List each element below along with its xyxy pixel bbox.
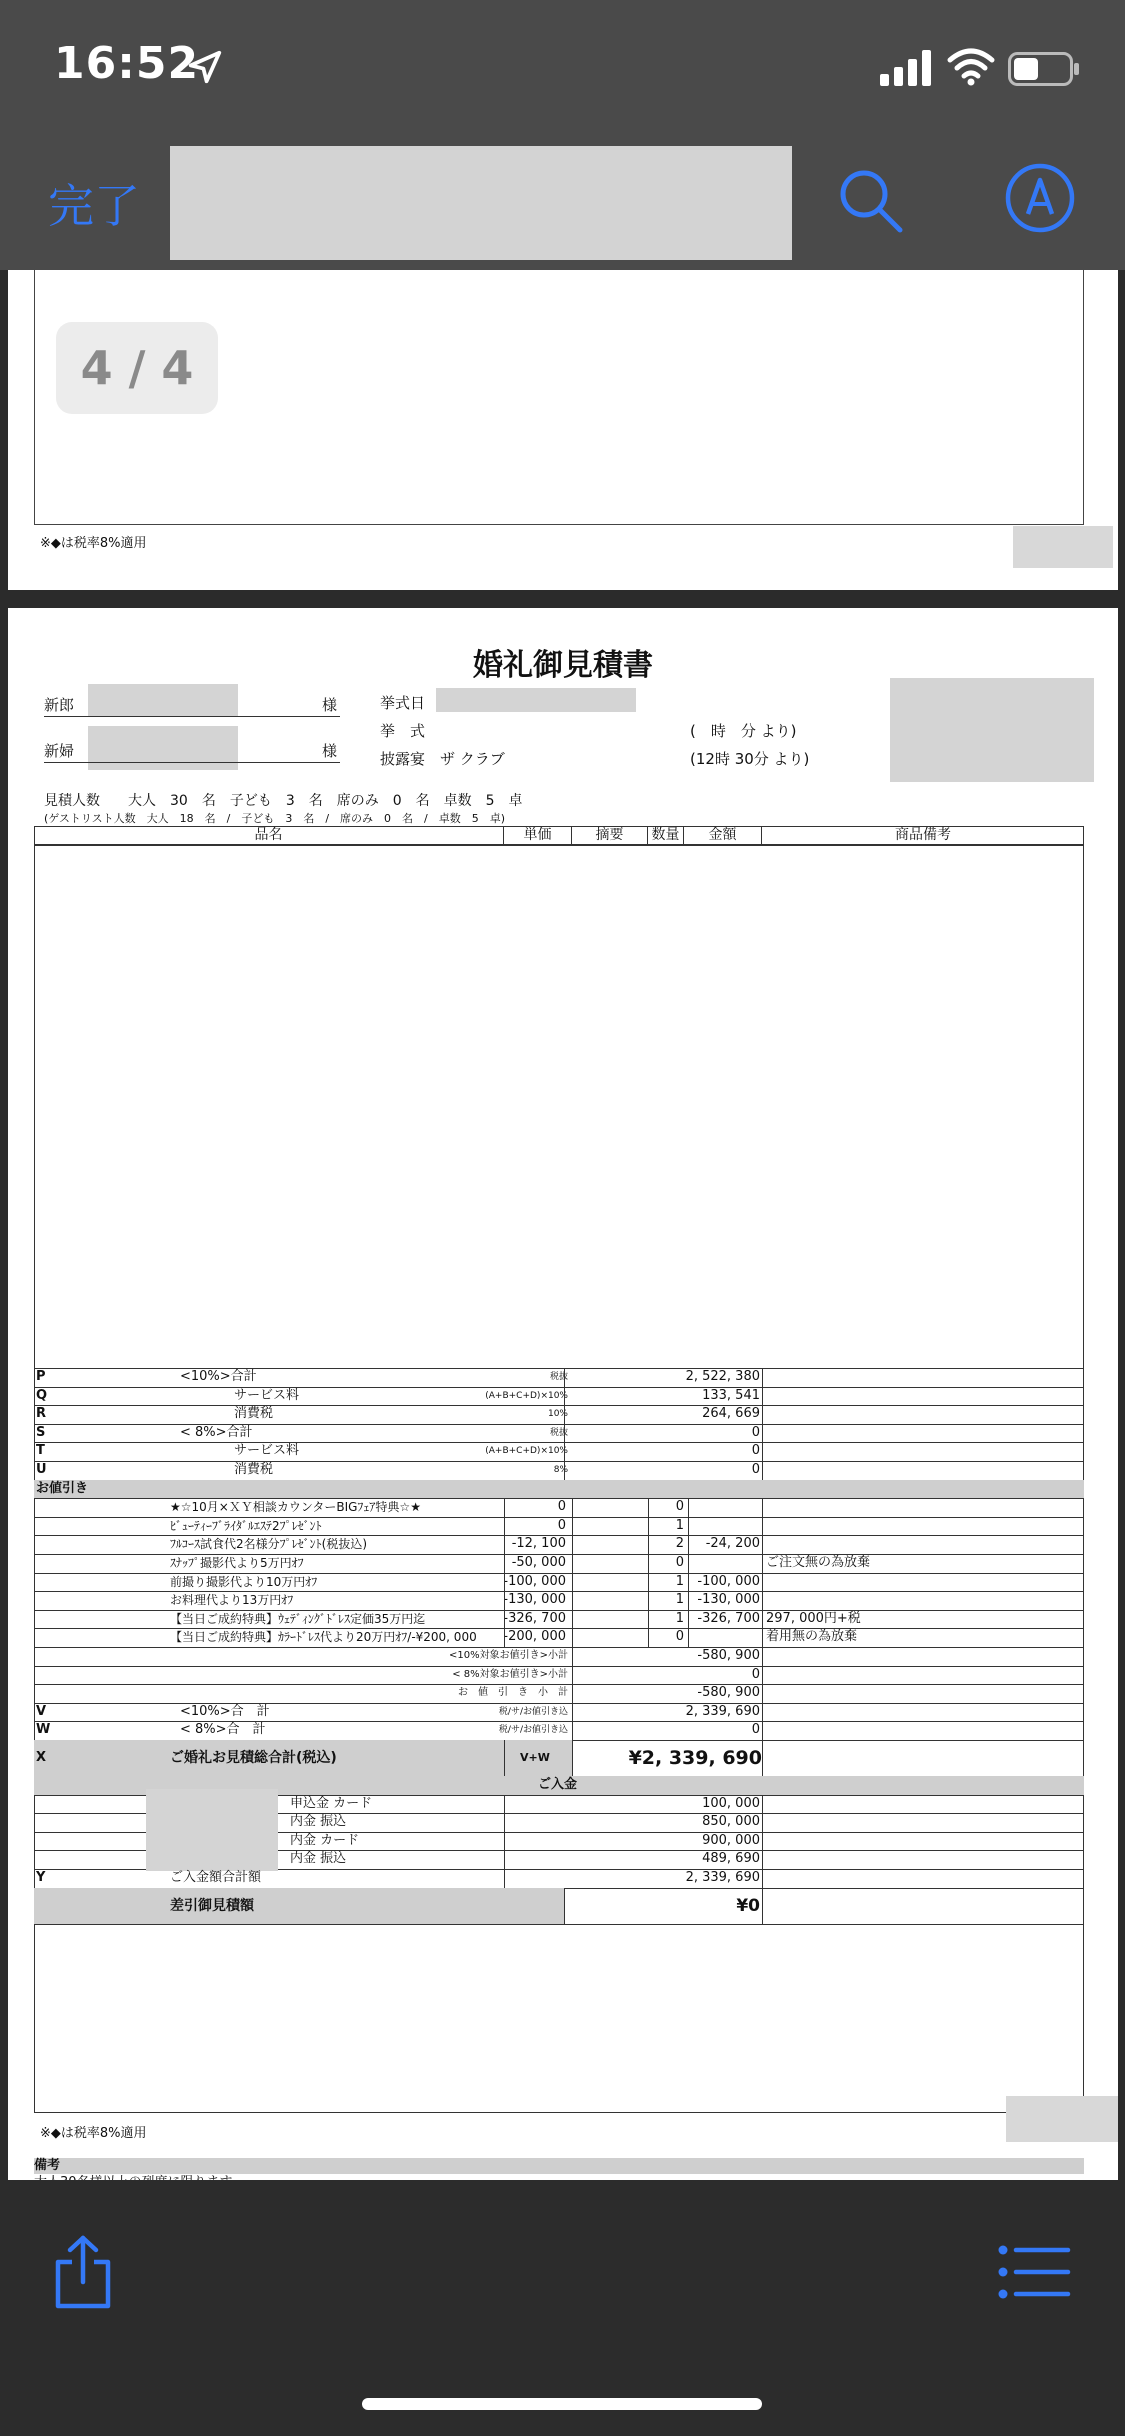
row-label: サービス料: [234, 1387, 300, 1403]
item-name: 前撮り撮影代より10万円ｵﾌ: [170, 1574, 318, 1589]
pdf-viewer[interactable]: [0, 270, 1125, 2180]
quantity: 1: [675, 1610, 684, 1626]
row-rule: [34, 1924, 1084, 1925]
grand-total-row: [34, 1740, 1084, 1776]
unit-price: 0: [557, 1499, 566, 1515]
balance-amount: ¥0: [736, 1895, 760, 1916]
summary-row: [34, 1461, 1084, 1480]
discount-subtotal-row: [34, 1666, 1084, 1685]
quantity: 1: [675, 1573, 684, 1589]
row-code: U: [36, 1462, 47, 1477]
col-rule: [762, 1368, 763, 1480]
header-rule: [34, 844, 1084, 846]
unit-price: -100, 000: [503, 1573, 566, 1589]
subtotal-amount: 0: [751, 1666, 760, 1682]
row-note: (A+B+C+D)×10%: [485, 1390, 568, 1401]
done-button[interactable]: 完了: [48, 179, 140, 233]
payer-redacted: [146, 1789, 278, 1871]
estimate-title: 婚礼御見積書: [473, 648, 653, 683]
col-rule: [762, 1795, 763, 1869]
discount-header: [34, 1480, 1084, 1499]
col-rule: [762, 1740, 763, 1776]
payment-amount: 489, 690: [702, 1851, 760, 1867]
bride-label: 新婦: [44, 742, 75, 760]
row-label: < 8%>合 計: [180, 1722, 266, 1738]
grand-total-label: ご婚礼お見積総合計(税込): [170, 1750, 337, 1766]
grand-total-formula: V+W: [520, 1751, 550, 1764]
ceremony-date-redacted: [436, 688, 636, 712]
summary-row: [34, 1368, 1084, 1387]
payment-amount: 100, 000: [702, 1795, 760, 1811]
col-rule: [504, 1498, 505, 1647]
item-name: 【当日ご成約特典】ｶﾗｰﾄﾞﾚｽ代より20万円ｵﾌ/-¥200, 000: [170, 1630, 477, 1645]
col-rule: [572, 1740, 573, 1776]
ceremony-label: 挙 式: [380, 722, 426, 740]
col-rule: [762, 1888, 763, 1924]
payment-amount: 900, 000: [702, 1832, 760, 1848]
item-name: ｽﾅｯﾌﾟ撮影代より5万円ｵﾌ: [170, 1556, 304, 1570]
discount-row: [34, 1610, 1084, 1629]
col-rule: [572, 1703, 573, 1740]
unit-price: -130, 000: [503, 1592, 566, 1608]
unit-price: -326, 700: [503, 1610, 566, 1626]
quantity: 1: [675, 1592, 684, 1608]
row-label: < 8%>合計: [180, 1424, 253, 1440]
ceremony-time: ( 時 分 より): [690, 722, 797, 740]
discount-subtotal-row: [34, 1647, 1084, 1666]
item-name: ★☆10月×ＸＹ相談カウンターBIGﾌｪｱ特典☆★: [170, 1500, 421, 1515]
search-icon[interactable]: [836, 166, 904, 234]
discount-row: [34, 1628, 1084, 1647]
section-label: ご入金: [538, 1777, 578, 1792]
col-rule: [504, 1869, 505, 1888]
summary-row: [34, 1405, 1084, 1424]
row-note: 10%: [547, 1409, 568, 1420]
col-rule: [504, 1795, 505, 1869]
unit-price: -12, 100: [511, 1536, 566, 1552]
row-amount: 0: [751, 1443, 760, 1459]
row-label: 消費税: [234, 1406, 274, 1422]
total-row: [34, 1703, 1084, 1722]
discount-row: [34, 1554, 1084, 1573]
row-code: Q: [36, 1387, 48, 1403]
summary-row: [34, 1424, 1084, 1443]
row-amount: 0: [751, 1424, 760, 1440]
amount: -24, 200: [705, 1536, 760, 1552]
remark: 着用無の為放棄: [766, 1629, 858, 1645]
payment-total-label: ご入金額合計額: [170, 1870, 262, 1885]
quantity: 1: [675, 1517, 684, 1533]
total-row: [34, 1721, 1084, 1740]
discount-row: [34, 1517, 1084, 1536]
col-rule: [564, 1888, 565, 1924]
discount-row: [34, 1498, 1084, 1517]
subtotal-label: <10%対象お値引き>小計: [449, 1650, 568, 1661]
payment-label: 内金 振込: [290, 1851, 347, 1867]
col-rule: [572, 1498, 573, 1647]
status-bar: [0, 0, 1125, 140]
row-label: 消費税: [234, 1462, 274, 1477]
guest-list-count: (ゲストリスト人数 大人 18 名 / 子ども 3 名 / 席のみ 0 名 / 卓数 5 卓): [44, 812, 506, 825]
status-time: 16:52: [54, 38, 200, 89]
row-note: 税/サ/お値引き込: [498, 1725, 568, 1736]
subtotal-amount: -580, 900: [697, 1685, 760, 1701]
page-indicator: 4 / 4: [56, 322, 218, 414]
discount-row: [34, 1573, 1084, 1592]
bottom-toolbar: [0, 2180, 1125, 2436]
row-amount: 2, 522, 380: [685, 1369, 760, 1384]
row-code: R: [36, 1406, 47, 1422]
row-note: (A+B+C+D)×10%: [485, 1446, 568, 1457]
bride-name-redacted: [88, 726, 238, 770]
col-rule: [688, 1498, 689, 1647]
discount-subtotal-row: [34, 1684, 1084, 1703]
remark: ご注文無の為放棄: [766, 1555, 871, 1570]
row-label: サービス料: [234, 1443, 300, 1459]
col-rule: [572, 1647, 573, 1703]
row-note: 税抜: [549, 1372, 568, 1382]
quantity: 2: [675, 1536, 684, 1552]
battery-icon: [1008, 52, 1080, 86]
quantity: 0: [675, 1629, 684, 1645]
col-rule: [762, 1869, 763, 1888]
quantity: 0: [675, 1555, 684, 1570]
quantity: 0: [675, 1499, 684, 1515]
row-amount: 2, 339, 690: [685, 1703, 760, 1719]
subtotal-label: < 8%対象お値引き>小計: [452, 1668, 568, 1680]
row-code: V: [36, 1703, 47, 1719]
unit-price: -200, 000: [503, 1629, 566, 1645]
ceremony-date-label: 挙式日: [380, 694, 426, 712]
grand-total-amount: ¥2, 339, 690: [628, 1747, 762, 1769]
row-code: W: [36, 1722, 51, 1738]
section-label: お値引き: [36, 1480, 89, 1496]
discount-row: [34, 1591, 1084, 1610]
groom-name-redacted: [88, 684, 238, 716]
row-label: <10%>合計: [180, 1369, 257, 1384]
row-note: 8%: [553, 1465, 568, 1475]
guest-count: 見積人数 大人 30 名 子ども 3 名 席のみ 0 名 卓数 5 卓: [44, 793, 523, 809]
redacted-area: [1013, 526, 1113, 568]
discount-row: [34, 1535, 1084, 1554]
pdf-page-estimate: [8, 608, 1118, 2180]
cellular-signal-icon: [880, 50, 934, 86]
bride-honorific: 様: [322, 742, 338, 760]
logo-redacted: [890, 678, 1094, 782]
unit-price: -50, 000: [511, 1555, 566, 1570]
groom-honorific: 様: [322, 696, 338, 714]
tax-note: ※◆は税率8%適用: [40, 536, 147, 551]
col-rule: [762, 1647, 763, 1703]
row-amount: 133, 541: [702, 1387, 760, 1403]
remark: 297, 000円+税: [766, 1610, 861, 1626]
balance-bg: [34, 1888, 564, 1924]
item-name: ﾋﾞｭｰﾃｨｰﾌﾞﾗｲﾀﾞﾙｴｽﾃ2ﾌﾟﾚｾﾞﾝﾄ: [170, 1518, 322, 1533]
payment-label: 申込金 カード: [290, 1795, 373, 1811]
unit-price: 0: [557, 1517, 566, 1533]
row-label: <10%>合 計: [180, 1703, 270, 1719]
payment-label: 内金 カード: [290, 1832, 360, 1848]
col-header-item: 品名: [34, 826, 504, 844]
item-name: お料理代より13万円ｵﾌ: [170, 1593, 294, 1608]
col-header-remarks: 商品備考: [895, 827, 951, 843]
amount: -130, 000: [697, 1592, 760, 1608]
col-rule: [504, 1740, 505, 1776]
reception-time: (12時 30分 より): [690, 750, 810, 768]
col-rule: [564, 1368, 565, 1480]
row-amount: 264, 669: [702, 1406, 760, 1422]
summary-row: [34, 1442, 1084, 1461]
row-amount: 0: [751, 1722, 760, 1738]
row-amount: 0: [751, 1462, 760, 1477]
col-header-note: 摘要: [572, 826, 648, 844]
item-name: ﾌﾙｺｰｽ試食代2名様分ﾌﾟﾚｾﾞﾝﾄ(税抜込): [170, 1537, 367, 1552]
col-header-amount: 金額: [684, 826, 762, 844]
row-code: X: [36, 1750, 47, 1765]
markup-pen-icon[interactable]: [1004, 162, 1076, 234]
outline-list-icon[interactable]: [998, 2244, 1070, 2300]
balance-label: 差引御見積額: [170, 1897, 254, 1914]
col-rule: [762, 1498, 763, 1647]
location-arrow-icon: [186, 48, 224, 86]
redacted-area: [1006, 2096, 1118, 2142]
remarks-header: 備考: [34, 2158, 1084, 2174]
groom-label: 新郎: [44, 696, 75, 714]
subtotal-amount: -580, 900: [697, 1648, 760, 1663]
row-note: 税抜: [549, 1427, 568, 1438]
col-header-unit-price: 単価: [504, 826, 572, 844]
reception-label: 披露宴: [380, 750, 426, 768]
payment-total-amount: 2, 339, 690: [685, 1870, 760, 1885]
row-code: Y: [36, 1870, 46, 1885]
row-code: T: [36, 1443, 45, 1459]
groom-underline: [44, 716, 340, 717]
subtotal-label: お 値 引 き 小 計: [458, 1687, 568, 1699]
pdf-page-previous: [8, 270, 1118, 590]
amount: -326, 700: [697, 1610, 760, 1626]
row-code: P: [36, 1369, 46, 1384]
wifi-icon: [948, 46, 994, 86]
item-name: 【当日ご成約特典】ｳｪﾃﾞｨﾝｸﾞﾄﾞﾚｽ定価35万円迄: [170, 1611, 426, 1626]
payment-amount: 850, 000: [702, 1814, 760, 1830]
col-header-qty: 数量: [648, 826, 684, 844]
row-note: 税/サ/お値引き込: [498, 1706, 568, 1717]
payment-total-row: [34, 1869, 1084, 1888]
col-rule: [762, 1703, 763, 1740]
document-title-redacted: [170, 146, 792, 260]
venue-name: ザ クラブ: [440, 750, 505, 768]
col-rule: [648, 1498, 649, 1647]
home-indicator[interactable]: [362, 2398, 762, 2410]
row-code: S: [36, 1424, 46, 1440]
share-icon[interactable]: [52, 2234, 114, 2310]
balance-row: [34, 1888, 1084, 1924]
summary-row: [34, 1387, 1084, 1406]
amount: -100, 000: [697, 1573, 760, 1589]
payment-label: 内金 振込: [290, 1814, 347, 1830]
tax-note: ※◆は税率8%適用: [40, 2126, 147, 2141]
bride-underline: [44, 762, 340, 763]
